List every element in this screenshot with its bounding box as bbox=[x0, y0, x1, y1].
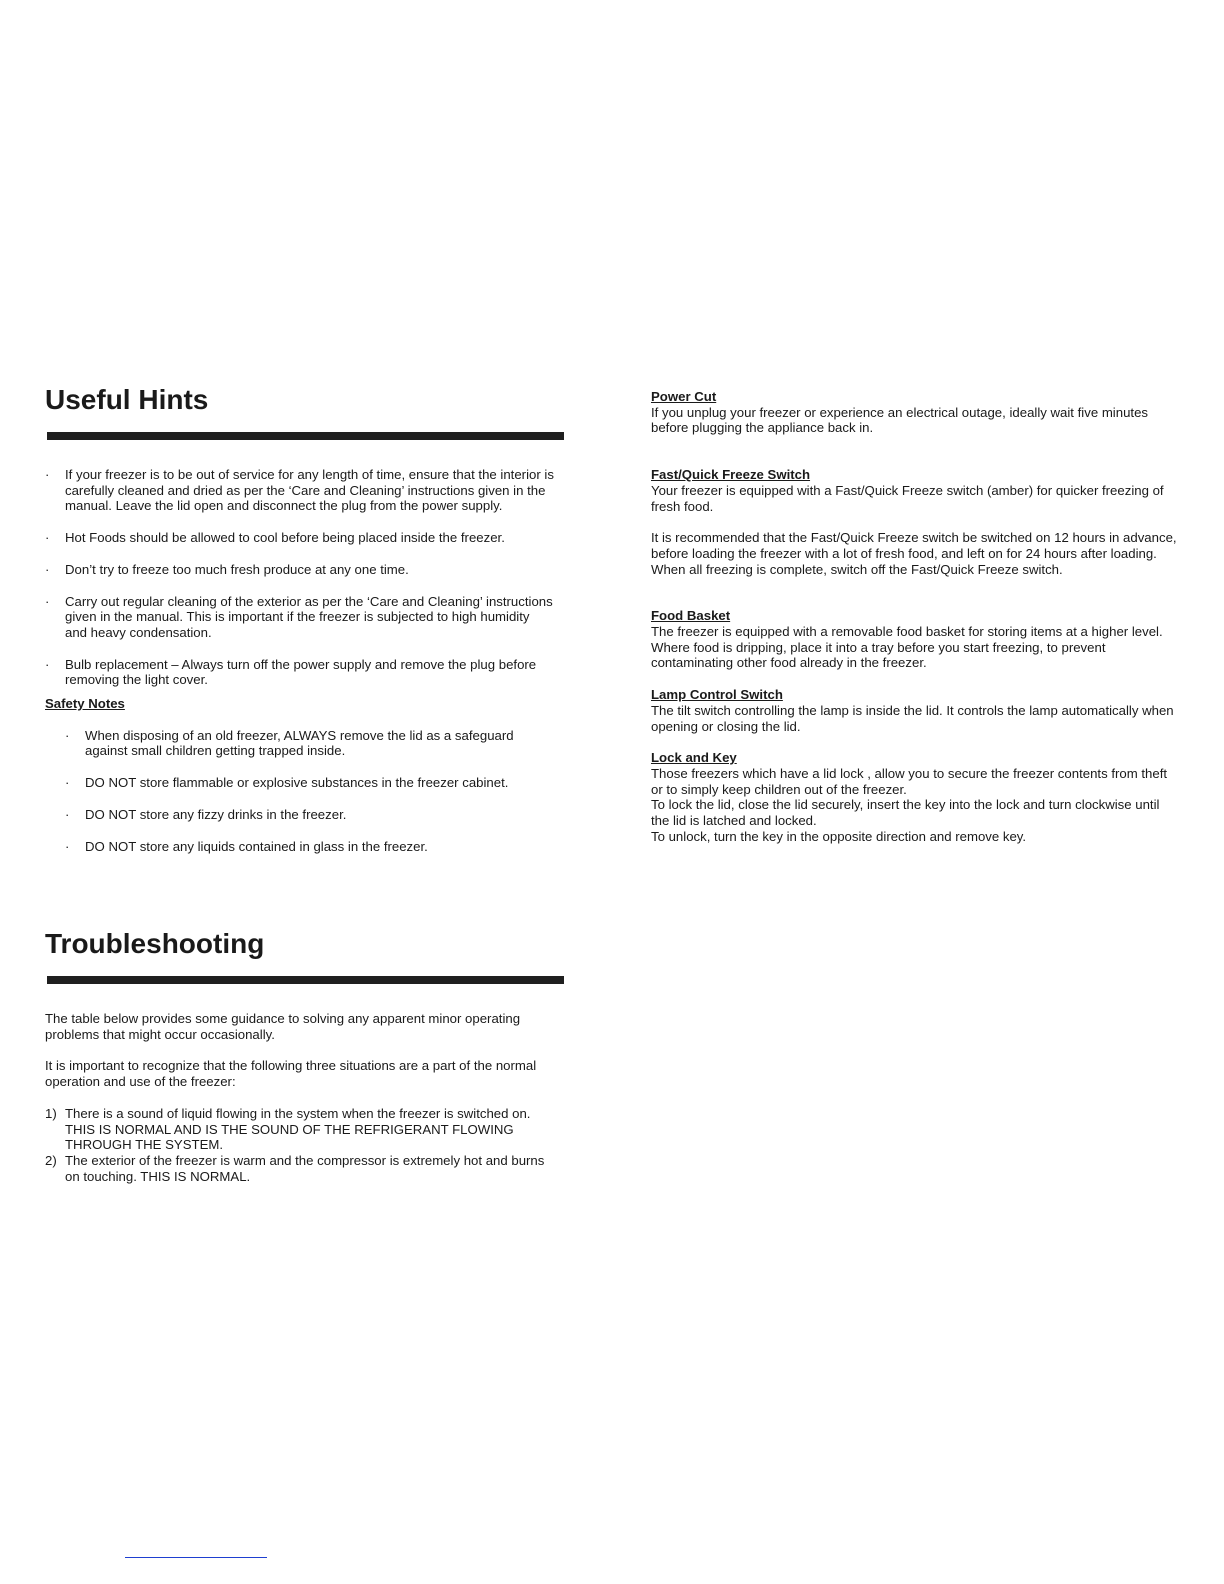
useful-hints-title: Useful Hints bbox=[45, 384, 209, 415]
bullet-icon: · bbox=[45, 467, 50, 482]
list-number: 2) bbox=[45, 1152, 57, 1168]
normal-situations-list bbox=[45, 1106, 570, 1185]
list-item: · If your freezer is to be out of service for any length of time, ensure that the interior is carefully cleaned and dried as per the ‘Care and Cleaning’ instructions given in the manual. Leave the lid open and disconnect the plug from the power supply. bbox=[45, 467, 554, 514]
list-item: · DO NOT store any liquids contained in glass in the freezer. bbox=[65, 838, 428, 854]
list-item: · Carry out regular cleaning of the exterior as per the ‘Care and Cleaning’ instructions given in the manual. This is important if the freezer is subjected to high humidity and heavy condensation. bbox=[45, 593, 553, 640]
troubleshooting-intro: The table below provides some guidance to solving any apparent minor operating problems that might occur occasionally. bbox=[45, 1011, 521, 1042]
food-basket-text: The freezer is equipped with a removable food basket for storing items at a higher level. Where food is dripping, place it into a tray before you start freezing, to prevent contaminating other food already in the freezer. bbox=[651, 624, 1163, 671]
food-basket-heading: Food Basket bbox=[651, 608, 731, 624]
list-item: 1) There is a sound of liquid flowing in the system when the freezer is switched on. THIS IS NORMAL AND IS THE SOUND OF THE REFRIGERANT FLOWING THROUGH THE SYSTEM. bbox=[45, 1105, 531, 1153]
fast-freeze-text: Your freezer is equipped with a Fast/Quick Freeze switch (amber) for quicker freezing of fresh food. bbox=[651, 482, 1164, 514]
bullet-icon: · bbox=[65, 806, 70, 822]
power-cut-text: If you unplug your freezer or experience an electrical outage, ideally wait five minutes before plugging the appliance back in. bbox=[651, 404, 1148, 436]
lock-key-heading: Lock and Key bbox=[651, 750, 737, 766]
lamp-control-heading: Lamp Control Switch bbox=[651, 687, 783, 703]
bullet-icon: · bbox=[45, 656, 50, 672]
fast-freeze-recommendation: It is recommended that the Fast/Quick Freeze switch be switched on 12 hours in advance, before loading the freezer with a lot of fresh food, and left on for 24 hours after loading. When all freezing is complete, switch off the Fast/Quick Freeze switch. bbox=[651, 530, 1177, 577]
list-item: · DO NOT store flammable or explosive substances in the freezer cabinet. bbox=[65, 775, 509, 791]
bullet-icon: · bbox=[65, 727, 70, 743]
power-cut-heading: Power Cut bbox=[651, 389, 717, 404]
bullet-icon: · bbox=[65, 838, 70, 854]
hints-list bbox=[45, 467, 570, 688]
safety-notes-heading: Safety Notes bbox=[45, 696, 125, 712]
list-item: 2) The exterior of the freezer is warm and the compressor is extremely hot and burns on touching. THIS IS NORMAL. bbox=[45, 1152, 545, 1184]
food-basket-section bbox=[651, 608, 1181, 671]
troubleshooting-section bbox=[45, 927, 570, 1184]
unlock-instructions: To unlock, turn the key in the opposite direction and remove key. bbox=[651, 828, 1027, 844]
normal-situations-intro: It is important to recognize that the following three situations are a part of the normal operation and use of the freezer: bbox=[45, 1058, 537, 1090]
list-item: · Bulb replacement – Always turn off the power supply and remove the plug before removing the light cover. bbox=[45, 656, 537, 688]
bullet-icon: · bbox=[45, 530, 50, 546]
troubleshooting-title: Troubleshooting bbox=[45, 928, 265, 959]
bullet-icon: · bbox=[45, 561, 50, 577]
power-cut-section bbox=[651, 389, 1181, 436]
fast-freeze-section bbox=[651, 467, 1181, 577]
bullet-icon: · bbox=[65, 775, 70, 791]
useful-hints-column bbox=[45, 383, 570, 870]
list-item: · Hot Foods should be allowed to cool before being placed inside the freezer. bbox=[45, 530, 505, 546]
fast-freeze-heading: Fast/Quick Freeze Switch bbox=[651, 467, 811, 483]
section-divider bbox=[47, 976, 564, 984]
footer-line bbox=[125, 1557, 267, 1558]
lamp-control-section bbox=[651, 687, 1181, 734]
lock-key-section bbox=[651, 750, 1181, 844]
lock-key-text: Those freezers which have a lid lock , allow you to secure the freezer contents from theft or to simply keep children out of the freezer. bbox=[651, 765, 1168, 797]
lamp-control-text: The tilt switch controlling the lamp is inside the lid. It controls the lamp automatically when opening or closing the lid. bbox=[651, 702, 1174, 734]
list-item: · When disposing of an old freezer, ALWAYS remove the lid as a safeguard against small children getting trapped inside. bbox=[65, 727, 514, 759]
lock-instructions: To lock the lid, close the lid securely, insert the key into the lock and turn clockwise until the lid is latched and locked. bbox=[651, 797, 1160, 829]
list-item: · Don’t try to freeze too much fresh produce at any one time. bbox=[45, 561, 409, 577]
safety-notes-list bbox=[45, 728, 570, 855]
list-item: · DO NOT store any fizzy drinks in the freezer. bbox=[65, 806, 347, 822]
section-divider bbox=[47, 432, 564, 440]
bullet-icon: · bbox=[45, 593, 50, 609]
list-number: 1) bbox=[45, 1105, 57, 1121]
right-column bbox=[651, 389, 1181, 860]
